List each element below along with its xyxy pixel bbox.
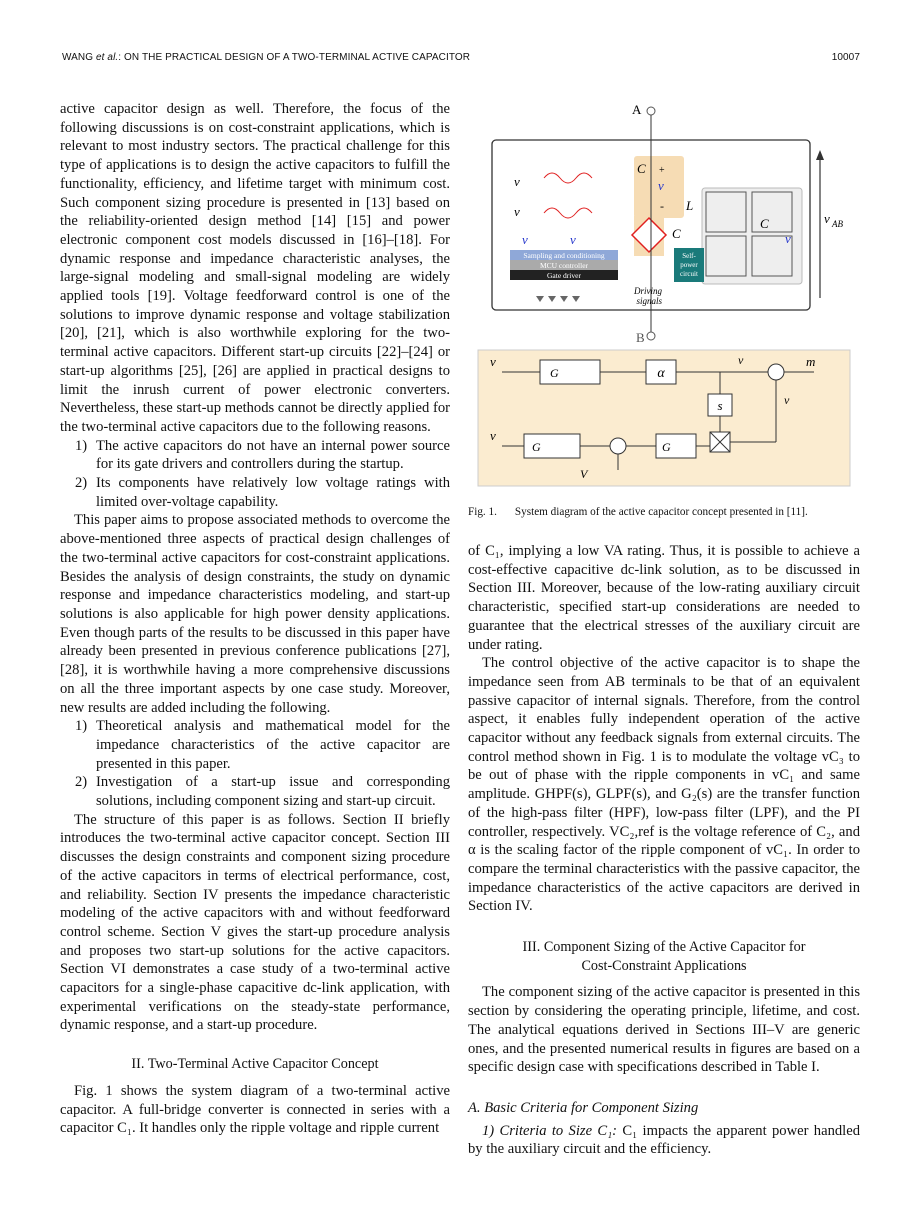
svg-text:v: v <box>514 204 520 219</box>
terminal-a-label: A <box>632 102 642 117</box>
running-title: WANG et al.: ON THE PRACTICAL DESIGN OF A TWO-TERMINAL ACTIVE CAPACITOR <box>62 52 471 63</box>
svg-text:v: v <box>658 178 664 193</box>
section-heading: III. Component Sizing of the Active Capacitor for Cost-Constraint Applications <box>522 939 806 974</box>
svg-text:AB: AB <box>832 219 843 229</box>
svg-text:v: v <box>785 231 791 246</box>
svg-text:V: V <box>580 467 588 481</box>
paragraph: Fig. 1 shows the system diagram of a two-terminal active capacitor. A full-bridge converter is connected in series with a capacitor C₁. It handles only the ripple voltage and ripple current <box>60 1082 450 1137</box>
figure-caption <box>468 506 860 518</box>
gate-driver-label: Gate driver <box>547 271 581 280</box>
g2-label: G <box>662 440 671 454</box>
svg-text:m: m <box>806 354 816 369</box>
driving-label-2: signals <box>636 296 662 306</box>
challenge-list <box>60 437 450 512</box>
system-diagram-figure <box>474 98 854 493</box>
caption-label: Fig. 1. <box>468 506 497 518</box>
s-label: s <box>717 398 723 413</box>
caption-text: System diagram of the active capacitor concept presented in [11]. <box>514 506 808 518</box>
self-power-label-3: circuit <box>680 270 698 278</box>
paragraph: The structure of this paper is as follows. Section II briefly introduces the two-terminal active capacitor concept. Section III discusses the design constraints and component sizing procedure of the active capacitors in terms of electrical performance, cost, and reliability. Section IV presents the impedance characteristic modeling of the active capacitors with and without feedforward control scheme. Section V gives the start-up procedure analysis and proposes two start-up solutions for the active capacitors. Section VI demonstrates a case study of a two-terminal active capacitors for a single-phase capacitive dc-link application, with experimental verifications on the steady-state performance, dynamic response, and a start-up procedure. <box>60 811 450 1034</box>
paragraph: of C₁, implying a low VA rating. Thus, it is possible to achieve a cost-effective capacitive dc-link solution, as to be discussed in Section III. Moreover, because of the low-rating auxiliary circuit characteristic, specified start-up considerations are needed to guarantee that the electrical stresses of the auxiliary circuit are under rating. <box>468 543 860 653</box>
svg-text:v: v <box>784 393 790 407</box>
svg-text:L: L <box>686 198 694 213</box>
svg-text:v: v <box>824 211 830 226</box>
self-power-label-2: power <box>680 261 698 269</box>
list-item: 1) Theoretical analysis and mathematical model for the impedance characteristics of the active capacitor are presented in this paper. <box>75 718 450 772</box>
svg-text:v: v <box>570 232 576 247</box>
terminal-b-label: B <box>636 330 645 345</box>
svg-text:-: - <box>660 199 664 213</box>
glpf-label: G <box>532 440 541 454</box>
ghpf-label: G <box>550 366 559 380</box>
left-column <box>60 100 450 1138</box>
svg-text:C: C <box>760 216 769 231</box>
svg-text:C: C <box>672 226 681 241</box>
page-number: 10007 <box>831 52 860 63</box>
svg-text:v: v <box>522 232 528 247</box>
svg-text:v: v <box>738 353 744 367</box>
paragraph: The component sizing of the active capacitor is presented in this section by considering the operating principle, lifetime, and cost. The analytical equations derived in Sections III–V are generic ones, and the presented numerical results in figures are based on a specific design case with specifications described in Table I. <box>468 984 860 1076</box>
list-item: 2) Investigation of a start-up issue and corresponding solutions, including component sizing and start-up circuit. <box>75 774 450 810</box>
paragraph: This paper aims to propose associated methods to overcome the above-mentioned three aspects of practical design challenges of the two-terminal active capacitors for cost-constraint applications. Besides the analysis of design constraints, the study on dynamic response and impedance characteristics modeling, and start-up solutions is also applicable for high power density applications. Even though parts of the results to be discussed in this paper have already been presented in previous conference publications [27], [28], it is worthwhile having a more comprehensive discussions on all the three important aspects by one case study. Moreover, new results are added including the following. <box>60 512 450 716</box>
driving-label-1: Driving <box>634 286 662 296</box>
svg-text:C: C <box>637 161 646 176</box>
running-header <box>62 52 860 63</box>
svg-text:+: + <box>659 165 665 176</box>
section-heading: II. Two-Terminal Active Capacitor Concept <box>131 1056 379 1073</box>
self-power-label-1: Self- <box>682 252 696 260</box>
svg-text:v: v <box>490 428 496 443</box>
svg-text:v: v <box>514 174 520 189</box>
svg-text:v: v <box>490 354 496 369</box>
alpha-label: α <box>657 366 665 381</box>
sampling-label: Sampling and conditioning <box>523 251 605 260</box>
paragraph: active capacitor design as well. Therefore, the focus of the following discussions is on cost-constraint applications, which is relevant to most industry sectors. The practical challenge for this type of applications is to design the active capacitors to fulfill the functionality, efficiency, and lifetime target with minimum cost. Such component sizing procedure is presented in [13] based on the reliability-oriented design method [14] [15] and power electronic component cost models discussed in [16]–[18]. For dynamic response and impedance characteristic analyses, the large-signal modeling and small-signal modeling are widely applied tools [19]. Voltage feedforward control is one of the solutions to improve dynamic response and voltage stabilization [20], [21], which is also worthwhile exploring for the two-terminal active capacitors. Different start-up circuits [22]–[24] or start-up algorithms [25], [26] are applied in practical designs to limit the inrush current of power electronic converters. Nevertheless, these start-up methods cannot be directly applied for the two-terminal active capacitors due to the following reasons. <box>60 101 450 435</box>
contribution-list <box>60 717 450 811</box>
list-item: 1) The active capacitors do not have an internal power source for its gate drivers and controllers during the startup. <box>75 437 450 473</box>
paragraph: The control objective of the active capacitor is to shape the impedance seen from AB terminals to be that of an equivalent passive capacitor of internal signals. Therefore, from the control aspect, it enables fully independent operation of the active capacitor without any feedback signals from external circuits. The control method shown in Fig. 1 is to modulate the voltage vC₃ to be out of phase with the ripple components in vC₁ and same amplitude. GHPF(s), GLPF(s), and G₂(s) are the transfer function of the high-pass filter (HPF), low-pass filter (LPF), and the PI controller, respectively. VC₂,ref is the voltage reference of C₂, and α is the scaling factor of the ripple component of vC₁. In order to compare the terminal characteristics with the passive capacitor, the impedance characteristics of the active capacitors are derived in Section IV. <box>468 655 860 915</box>
right-column <box>468 542 860 1159</box>
list-item: 2) Its components have relatively low voltage ratings with limited over-voltage capability. <box>75 475 450 510</box>
paragraph: 1) Criteria to Size C₁: C₁ impacts the apparent power handled by the auxiliary circuit and the efficiency. <box>468 1122 860 1158</box>
subsection-heading: A. Basic Criteria for Component Sizing <box>468 1099 699 1116</box>
mcu-label: MCU controller <box>539 261 589 270</box>
